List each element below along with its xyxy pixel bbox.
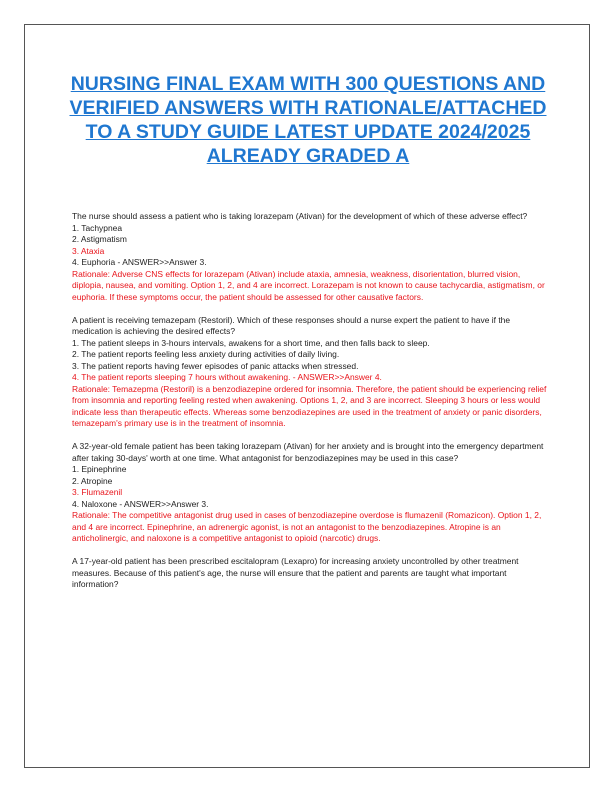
answer-option: 1. The patient sleeps in 3-hours intervals, awakens for a short time, and then falls back to sleep. bbox=[72, 337, 430, 348]
rationale: Rationale: Adverse CNS effects for lorazepam (Ativan) include ataxia, amnesia, weakness, disorientation, blurred vision, diplopia, nausea, and vomiting. Option 1, 2, and 4 are incorrect. Lorazepam is not known to cause tachycardia, astigmatism, or euphoria. If these symptoms occur, the patient should be assessed for other causative factors. bbox=[72, 268, 545, 302]
rationale: Rationale: The competitive antagonist drug used in cases of benzodiazepine overdose is flumazenil (Romazicon). Option 1, 2, and 4 are incorrect. Epinephrine, an adrenergic agonist, is not an antagonist to the benzodiazepines. Atropine is an anticholinergic, and naloxone is a competitive antagonist to opioid (narcotic) drugs. bbox=[72, 510, 542, 543]
question-stem: A 17-year-old patient has been prescribed escitalopram (Lexapro) for increasing anxiety uncontrolled by other treatment measures. Because of this patient's age, the nurse will ensure that the patient and parents are taught what important information? bbox=[72, 556, 519, 589]
answer-option: 1. Tachypnea bbox=[72, 222, 123, 233]
correct-answer-option: 3. Flumazenil bbox=[72, 487, 123, 497]
question-stem: The nurse should assess a patient who is taking lorazepam (Ativan) for the development of which of these adverse effect? bbox=[72, 211, 528, 221]
question-block bbox=[72, 211, 550, 303]
answer-option: 4. Naloxone - ANSWER>>Answer 3. bbox=[72, 498, 209, 509]
question-stem: A 32-year-old female patient has been taking lorazepam (Ativan) for her anxiety and is brought into the emergency department after taking 30-days' worth at one time. What antagonist for benzodiazepines may be used in this case? bbox=[72, 441, 544, 463]
answer-option: 3. The patient reports having fewer episodes of panic attacks when stressed. bbox=[72, 360, 359, 371]
answer-option: 4. Euphoria - ANSWER>>Answer 3. bbox=[72, 257, 207, 267]
answer-option: 2. Atropine bbox=[72, 475, 113, 486]
question-block bbox=[72, 315, 550, 430]
document-page bbox=[24, 24, 590, 768]
answer-option: 2. Astigmatism bbox=[72, 234, 127, 244]
answer-option: 2. The patient reports feeling less anxiety during activities of daily living. bbox=[72, 349, 340, 359]
rationale: Rationale: Temazepma (Restoril) is a benzodiazepine ordered for insomnia. Therefore, the patient should be experiencing relief from insomnia and reporting feeling rested when awakening. Options 1, 2, and 3 are incorrect. Sleeping 3 hours or less would indicate less than therapeutic effects. Whereas some benzodiazepines are used in the treatment of anxiety or panic disorders, temazepam's primary use is in the treatment of insomnia. bbox=[72, 383, 547, 428]
document-title: NURSING FINAL EXAM WITH 300 QUESTIONS AND VERIFIED ANSWERS WITH RATIONALE/ATTACHED TO A STUDY GUIDE LATEST UPDATE 2024/2025 ALREADY GRADED A bbox=[69, 73, 547, 167]
question-stem: A patient is receiving temazepam (Restoril). Which of these responses should a nurse expert the patient to have if the medication is achieving the desired effects? bbox=[72, 314, 511, 336]
correct-answer-option: 4. The patient reports sleeping 7 hours without awakening. - ANSWER>>Answer 4. bbox=[72, 372, 382, 382]
question-list bbox=[72, 211, 550, 591]
question-block bbox=[72, 556, 550, 591]
answer-option: 1. Epinephrine bbox=[72, 464, 127, 474]
question-block bbox=[72, 441, 550, 545]
correct-answer-option: 3. Ataxia bbox=[72, 245, 105, 256]
